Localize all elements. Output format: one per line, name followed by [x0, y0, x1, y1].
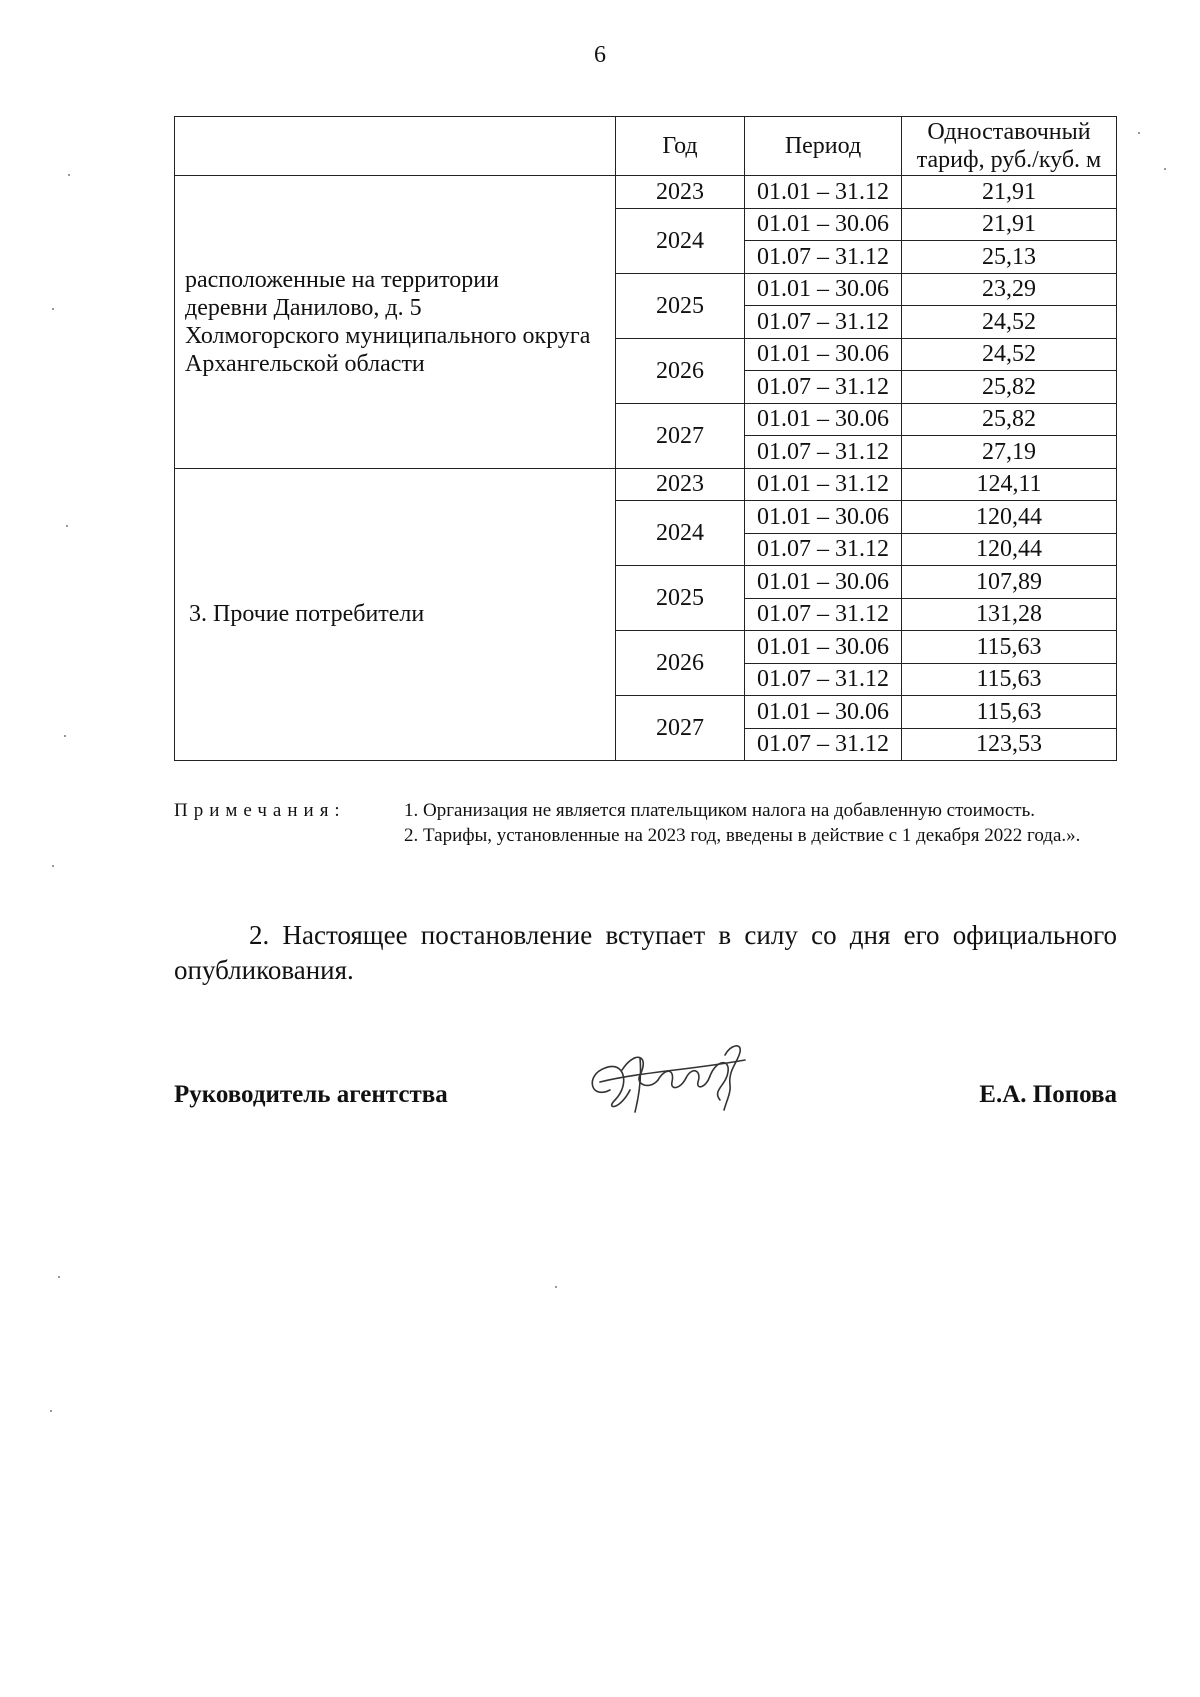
- year-cell: 2027: [616, 696, 745, 761]
- year-cell: 2023: [616, 468, 745, 501]
- year-cell: 2024: [616, 501, 745, 566]
- period-cell: 01.07 – 31.12: [745, 728, 902, 761]
- signatory-name: Е.А. Попова: [979, 1081, 1117, 1108]
- scan-speck: [50, 1410, 52, 1412]
- scan-speck: [68, 174, 70, 176]
- signatory-title: Руководитель агентства: [174, 1081, 448, 1108]
- period-cell: 01.01 – 31.12: [745, 176, 902, 209]
- clause-paragraph: 2. Настоящее постановление вступает в силу со дня его официального опубликования.: [174, 920, 1117, 985]
- notes-list: [404, 798, 1116, 848]
- period-cell: 01.07 – 31.12: [745, 598, 902, 631]
- note-item: 2. Тарифы, установленные на 2023 год, введены в действие с 1 декабря 2022 года.».: [404, 825, 1081, 846]
- period-cell: 01.01 – 30.06: [745, 403, 902, 436]
- tariff-cell: 120,44: [902, 501, 1117, 534]
- tariff-cell: 107,89: [902, 566, 1117, 599]
- period-cell: 01.07 – 31.12: [745, 436, 902, 469]
- tariff-cell: 25,13: [902, 241, 1117, 274]
- period-cell: 01.01 – 30.06: [745, 501, 902, 534]
- scan-speck: [64, 735, 66, 737]
- consumer-line: Холмогорского муниципального округа: [185, 322, 591, 349]
- year-cell: 2026: [616, 631, 745, 696]
- year-cell: 2025: [616, 273, 745, 338]
- scan-speck: [1164, 168, 1166, 170]
- tariff-cell: 124,11: [902, 468, 1117, 501]
- table-header-row: [175, 117, 1117, 176]
- page-number: 6: [594, 42, 606, 68]
- consumer-line: 3. Прочие потребители: [189, 601, 425, 628]
- tariff-cell: 115,63: [902, 663, 1117, 696]
- consumer-line: расположенные на территории: [185, 266, 499, 293]
- tariff-cell: 24,52: [902, 306, 1117, 339]
- scan-speck: [1138, 132, 1140, 134]
- scan-speck: [66, 525, 68, 527]
- tariff-cell: 21,91: [902, 208, 1117, 241]
- tariff-cell: 120,44: [902, 533, 1117, 566]
- year-cell: 2025: [616, 566, 745, 631]
- handwritten-signature-icon: [580, 1030, 760, 1120]
- tariff-table: [174, 116, 1117, 761]
- period-cell: 01.01 – 30.06: [745, 631, 902, 664]
- year-cell: 2024: [616, 208, 745, 273]
- tariff-cell: 25,82: [902, 403, 1117, 436]
- consumer-line: деревни Данилово, д. 5: [185, 294, 422, 321]
- header-consumer: [175, 117, 616, 176]
- note-item: 1. Организация не является плательщиком налога на добавленную стоимость.: [404, 800, 1035, 821]
- year-cell: 2027: [616, 403, 745, 468]
- table-row: [175, 468, 1117, 501]
- period-cell: 01.01 – 30.06: [745, 696, 902, 729]
- table-row: [175, 176, 1117, 209]
- consumer-line: Архангельской области: [185, 350, 425, 377]
- period-cell: 01.01 – 30.06: [745, 338, 902, 371]
- consumer-cell-danilovo: [175, 176, 616, 469]
- year-cell: 2023: [616, 176, 745, 209]
- header-tariff-line2: тариф, руб./куб. м: [916, 147, 1102, 173]
- consumer-cell-other: [175, 468, 616, 761]
- tariff-cell: 115,63: [902, 696, 1117, 729]
- header-year: Год: [616, 117, 745, 176]
- period-cell: 01.01 – 31.12: [745, 468, 902, 501]
- tariff-cell: 123,53: [902, 728, 1117, 761]
- period-cell: 01.07 – 31.12: [745, 533, 902, 566]
- period-cell: 01.07 – 31.12: [745, 241, 902, 274]
- scan-speck: [52, 865, 54, 867]
- tariff-cell: 27,19: [902, 436, 1117, 469]
- scan-speck: [555, 1286, 557, 1288]
- header-period: Период: [745, 117, 902, 176]
- period-cell: 01.07 – 31.12: [745, 663, 902, 696]
- year-cell: 2026: [616, 338, 745, 403]
- scan-speck: [58, 1276, 60, 1278]
- period-cell: 01.07 – 31.12: [745, 371, 902, 404]
- period-cell: 01.01 – 30.06: [745, 566, 902, 599]
- tariff-cell: 23,29: [902, 273, 1117, 306]
- scan-speck: [52, 308, 54, 310]
- period-cell: 01.01 – 30.06: [745, 273, 902, 306]
- notes-label: Примечания:: [174, 800, 346, 821]
- tariff-cell: 115,63: [902, 631, 1117, 664]
- period-cell: 01.07 – 31.12: [745, 306, 902, 339]
- header-tariff: [902, 117, 1117, 176]
- header-tariff-line1: Одноставочный: [927, 119, 1091, 145]
- tariff-cell: 21,91: [902, 176, 1117, 209]
- tariff-cell: 24,52: [902, 338, 1117, 371]
- tariff-cell: 25,82: [902, 371, 1117, 404]
- period-cell: 01.01 – 30.06: [745, 208, 902, 241]
- tariff-cell: 131,28: [902, 598, 1117, 631]
